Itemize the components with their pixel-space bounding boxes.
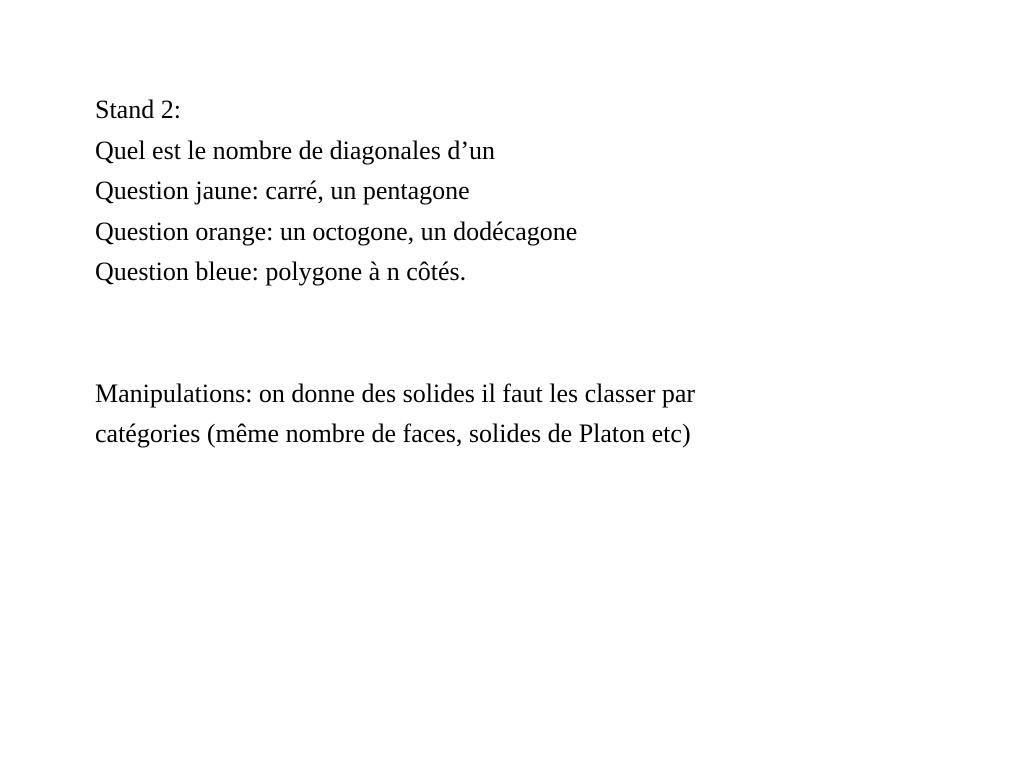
slide-text-block (95, 90, 975, 455)
question-jaune: Question jaune: carré, un pentagone (95, 176, 470, 205)
stand-title: Stand 2: (95, 95, 181, 124)
question-intro: Quel est le nombre de diagonales d’un (95, 135, 495, 165)
manipulations-line-2: catégories (même nombre de faces, solides de Platon etc) (95, 419, 691, 448)
question-orange: Question orange: un octogone, un dodécagone (95, 216, 578, 246)
manipulations-line-1: Manipulations: on donne des solides il faut les classer par (95, 378, 696, 408)
question-bleue: Question bleue: polygone à n côtés. (95, 257, 467, 286)
paragraph-gap (95, 293, 975, 374)
